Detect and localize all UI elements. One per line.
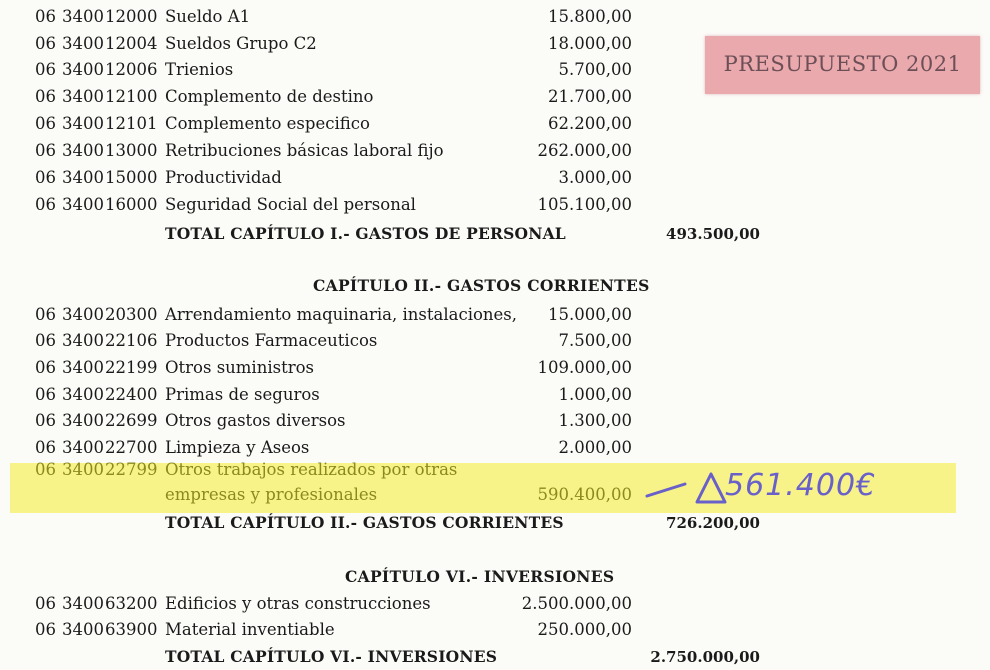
table-row (0, 84, 990, 110)
program-code: 3400 (62, 168, 104, 187)
row-description: Retribuciones básicas laboral fijo (165, 141, 444, 160)
economic-code: 12100 (105, 87, 158, 106)
row-amount: 590.400,00 (537, 485, 632, 504)
economic-code: 22700 (105, 438, 158, 457)
row-amount: 2.000,00 (558, 438, 632, 457)
table-row (0, 138, 990, 164)
row-description: Productividad (165, 168, 282, 187)
org-code: 06 (35, 331, 56, 350)
program-code: 3400 (62, 305, 104, 324)
economic-code: 22699 (105, 411, 158, 430)
chapter-heading: CAPÍTULO VI.- INVERSIONES (345, 567, 615, 586)
program-code: 3400 (62, 7, 104, 26)
chapter-total-amount: 726.200,00 (666, 514, 760, 532)
program-code: 3400 (62, 114, 104, 133)
economic-code: 12101 (105, 114, 158, 133)
row-amount: 1.300,00 (558, 411, 632, 430)
row-amount: 15.000,00 (548, 305, 632, 324)
row-description: Complemento especifico (165, 114, 370, 133)
org-code: 06 (35, 34, 56, 53)
row-description: Trienios (165, 60, 234, 79)
program-code: 3400 (62, 385, 104, 404)
economic-code: 15000 (105, 168, 158, 187)
row-amount: 18.000,00 (548, 34, 632, 53)
org-code: 06 (35, 620, 56, 639)
row-amount: 250.000,00 (537, 620, 632, 639)
row-description: Arrendamiento maquinaria, instalaciones, (165, 305, 518, 324)
economic-code: 12004 (105, 34, 158, 53)
economic-code: 63900 (105, 620, 158, 639)
row-amount: 105.100,00 (537, 195, 632, 214)
row-description: Sueldos Grupo C2 (165, 34, 317, 53)
table-row (0, 31, 990, 57)
program-code: 3400 (62, 358, 104, 377)
program-code: 3400 (62, 594, 104, 613)
chapter-total-label: TOTAL CAPÍTULO II.- GASTOS CORRIENTES (165, 513, 564, 532)
table-row (0, 617, 990, 643)
chapter-total-label: TOTAL CAPÍTULO VI.- INVERSIONES (165, 647, 498, 666)
org-code: 06 (35, 7, 56, 26)
row-description: Productos Farmaceuticos (165, 331, 378, 350)
org-code: 06 (35, 305, 56, 324)
table-row (0, 302, 990, 328)
program-code: 3400 (62, 141, 104, 160)
org-code: 06 (35, 60, 56, 79)
chapter-total-label: TOTAL CAPÍTULO I.- GASTOS DE PERSONAL (165, 224, 566, 243)
org-code: 06 (35, 460, 56, 479)
row-amount: 21.700,00 (548, 87, 632, 106)
economic-code: 63200 (105, 594, 158, 613)
economic-code: 22400 (105, 385, 158, 404)
row-amount: 2.500.000,00 (521, 594, 632, 613)
org-code: 06 (35, 195, 56, 214)
program-code: 3400 (62, 60, 104, 79)
row-description: Edificios y otras construcciones (165, 594, 431, 613)
stamp-text: PRESUPUESTO 2021 (723, 52, 962, 76)
row-description-line1: Otros trabajos realizados por otras (165, 460, 458, 479)
table-row (0, 328, 990, 354)
table-row (0, 382, 990, 408)
row-description: Limpieza y Aseos (165, 438, 310, 457)
table-row (0, 192, 990, 218)
chapter-total-row (0, 644, 990, 670)
chapter-total-row (0, 510, 990, 536)
row-amount: 109.000,00 (537, 358, 632, 377)
org-code: 06 (35, 411, 56, 430)
handwritten-annotation (645, 468, 945, 508)
program-code: 3400 (62, 87, 104, 106)
program-code: 3400 (62, 411, 104, 430)
program-code: 3400 (62, 438, 104, 457)
org-code: 06 (35, 385, 56, 404)
org-code: 06 (35, 168, 56, 187)
row-amount: 7.500,00 (558, 331, 632, 350)
org-code: 06 (35, 594, 56, 613)
program-code: 3400 (62, 195, 104, 214)
economic-code: 12006 (105, 60, 158, 79)
chapter-total-amount: 2.750.000,00 (650, 648, 760, 666)
row-description: Primas de seguros (165, 385, 320, 404)
chapter-total-row (0, 221, 990, 247)
row-amount: 5.700,00 (558, 60, 632, 79)
table-row (0, 408, 990, 434)
org-code: 06 (35, 87, 56, 106)
program-code: 3400 (62, 460, 104, 479)
row-amount: 262.000,00 (537, 141, 632, 160)
row-description: Complemento de destino (165, 87, 374, 106)
org-code: 06 (35, 114, 56, 133)
row-amount: 3.000,00 (558, 168, 632, 187)
chapter-heading: CAPÍTULO II.- GASTOS CORRIENTES (313, 276, 650, 295)
org-code: 06 (35, 358, 56, 377)
economic-code: 13000 (105, 141, 158, 160)
economic-code: 12000 (105, 7, 158, 26)
org-code: 06 (35, 141, 56, 160)
row-description: Material inventiable (165, 620, 335, 639)
program-code: 3400 (62, 620, 104, 639)
table-row (0, 355, 990, 381)
economic-code: 22106 (105, 331, 158, 350)
row-description-line2: empresas y profesionales (165, 485, 378, 504)
row-description: Seguridad Social del personal (165, 195, 416, 214)
economic-code: 22199 (105, 358, 158, 377)
row-description: Sueldo A1 (165, 7, 251, 26)
row-description: Otros gastos diversos (165, 411, 346, 430)
economic-code: 20300 (105, 305, 158, 324)
program-code: 3400 (62, 34, 104, 53)
chapter-total-amount: 493.500,00 (666, 225, 760, 243)
table-row (0, 165, 990, 191)
table-row (0, 111, 990, 137)
row-description: Otros suministros (165, 358, 314, 377)
table-row (0, 591, 990, 617)
table-row (0, 4, 990, 30)
economic-code: 22799 (105, 460, 158, 479)
economic-code: 16000 (105, 195, 158, 214)
row-amount: 15.800,00 (548, 7, 632, 26)
program-code: 3400 (62, 331, 104, 350)
row-amount: 62.200,00 (548, 114, 632, 133)
handwritten-amount: 561.400€ (725, 468, 877, 503)
org-code: 06 (35, 438, 56, 457)
table-row (0, 57, 990, 83)
row-amount: 1.000,00 (558, 385, 632, 404)
